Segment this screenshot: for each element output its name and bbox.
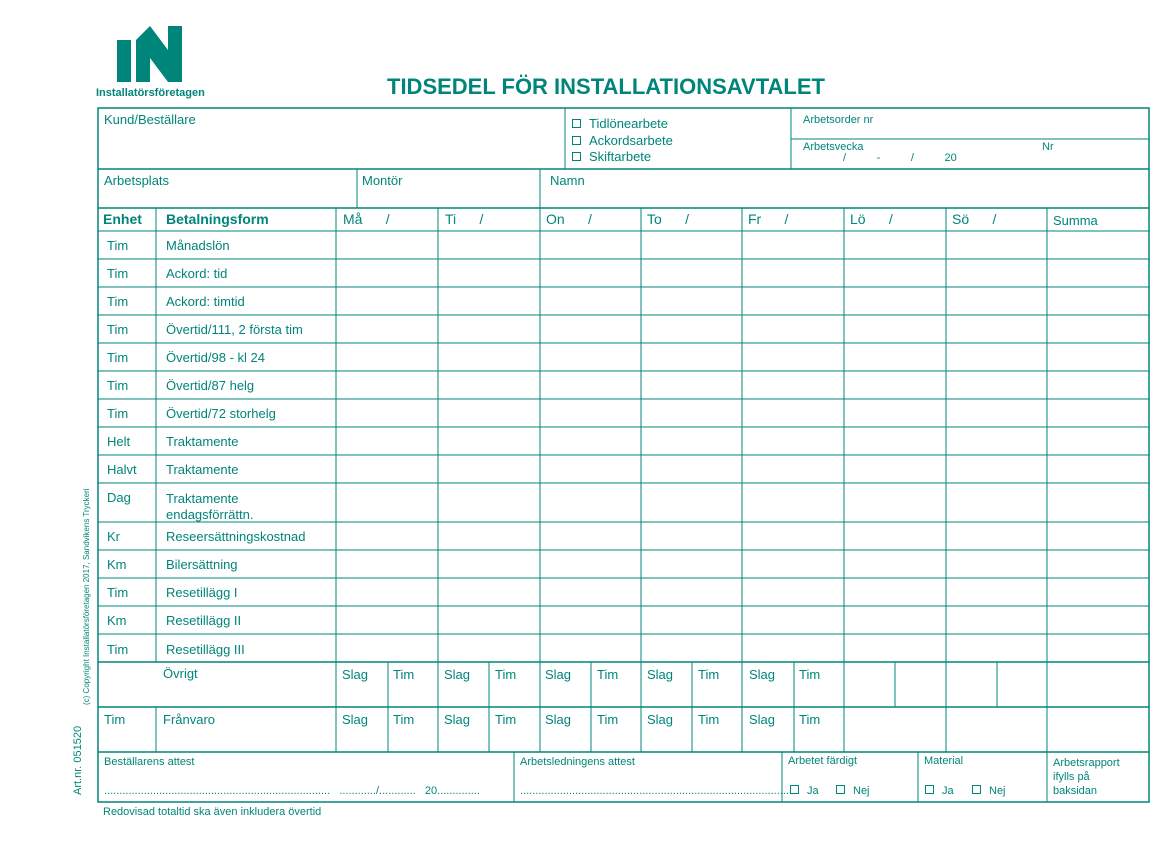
logo-caption: Installatörsföretagen <box>96 87 205 99</box>
row-label: Traktamente <box>166 462 239 477</box>
management-attest-label: Arbetsledningens attest <box>520 756 635 768</box>
row-unit: Helt <box>107 434 131 449</box>
checkbox-icon <box>790 785 799 794</box>
row-unit: Tim <box>107 406 129 421</box>
row-label: Traktamente endagsförrättn. <box>166 491 254 522</box>
tim-label: Tim <box>698 667 720 682</box>
row-label: Övertid/98 - kl 24 <box>166 350 265 365</box>
work-done-label: Arbetet färdigt <box>788 755 858 767</box>
row-label: Reseersättningskostnad <box>166 529 306 544</box>
row-unit: Halvt <box>107 462 137 477</box>
report-note: Arbetsrapport ifylls på baksidan <box>1053 757 1120 797</box>
slag-label: Slag <box>444 667 471 682</box>
day-header-thu: To / <box>647 211 690 227</box>
row-label: Bilersättning <box>166 557 238 572</box>
tim-label: Tim <box>799 667 821 682</box>
work-order-field[interactable] <box>792 126 1148 138</box>
work-type-label: Skiftarbete <box>589 149 652 164</box>
tim-label: Tim <box>393 712 415 727</box>
customer-attest-line[interactable]: .......................................................................... ............/............ 20.............. <box>104 785 480 797</box>
checkbox-icon <box>572 119 581 128</box>
workplace-label: Arbetsplats <box>104 173 170 188</box>
slag-label: Slag <box>749 712 776 727</box>
art-number: Art.nr. 051520 <box>72 725 84 795</box>
customer-field[interactable] <box>99 127 564 168</box>
bottom-note: Redovisad totaltid ska även inkludera övertid <box>103 806 322 818</box>
row-unit: Tim <box>107 238 129 253</box>
row-label: Traktamente <box>166 434 239 449</box>
tim-label: Tim <box>597 712 619 727</box>
slag-label: Slag <box>342 712 369 727</box>
name-label: Namn <box>550 173 585 188</box>
row-label: Månadslön <box>166 238 230 253</box>
row-unit: Tim <box>107 322 129 337</box>
copyright: (c) Copyright Installatörsföretagen 2017, Sandvikens Tryckeri <box>82 488 91 705</box>
row-unit: Dag <box>107 490 131 505</box>
day-header-fri: Fr / <box>748 211 789 227</box>
fitter-label: Montör <box>362 173 403 188</box>
copyright-text <box>82 488 91 705</box>
work-type-label: Tidlönearbete <box>589 116 669 131</box>
material-label: Material <box>924 755 964 767</box>
management-attest-line[interactable]: ......................................................................................... <box>520 785 792 797</box>
customer-attest-label: Beställarens attest <box>104 756 195 768</box>
work-done-yes[interactable] <box>790 785 819 797</box>
row-label: Övertid/72 storhelg <box>166 406 276 421</box>
slag-label: Slag <box>545 667 572 682</box>
row-unit: Km <box>107 557 127 572</box>
checkbox-icon <box>572 136 581 145</box>
work-week-date[interactable]: / - / 20 <box>843 152 957 164</box>
absence-label: Frånvaro <box>163 712 216 727</box>
slag-label: Slag <box>444 712 471 727</box>
yes-label: Ja <box>807 785 819 797</box>
material-no[interactable] <box>972 785 1006 797</box>
tim-label: Tim <box>495 712 517 727</box>
other-label: Övrigt <box>163 666 198 681</box>
row-label: Resetillägg I <box>166 585 238 600</box>
unit-header: Enhet <box>103 211 142 227</box>
row-unit: Tim <box>107 294 129 309</box>
row-unit: Tim <box>107 266 129 281</box>
row-unit: Km <box>107 613 127 628</box>
row-label: Övertid/87 helg <box>166 378 255 393</box>
day-header-mon: Må / <box>343 211 390 227</box>
day-header-sun: Sö / <box>952 211 997 227</box>
yes-label: Ja <box>942 785 954 797</box>
row-label: Resetillägg III <box>166 642 245 657</box>
work-type-tidlon[interactable] <box>572 117 668 130</box>
row-unit: Kr <box>107 529 120 544</box>
art-number-text <box>72 726 84 795</box>
day-header-wed: On / <box>546 211 592 227</box>
slag-label: Slag <box>342 667 369 682</box>
slag-label: Slag <box>545 712 572 727</box>
tim-label: Tim <box>698 712 720 727</box>
row-unit: Tim <box>107 642 129 657</box>
tim-label: Tim <box>495 667 517 682</box>
row-label: Övertid/111, 2 första tim <box>166 322 303 337</box>
slag-label: Slag <box>647 712 674 727</box>
work-type-ackord[interactable] <box>572 134 673 147</box>
checkbox-icon <box>836 785 845 794</box>
day-header-tue: Ti / <box>445 211 484 227</box>
no-label: Nej <box>853 785 870 797</box>
slag-label: Slag <box>749 667 776 682</box>
row-label: Ackord: timtid <box>166 294 245 309</box>
customer-label: Kund/Beställare <box>104 112 196 127</box>
checkbox-icon <box>925 785 934 794</box>
no-label: Nej <box>989 785 1006 797</box>
tim-label: Tim <box>799 712 821 727</box>
checkbox-icon <box>972 785 981 794</box>
tim-label: Tim <box>597 667 619 682</box>
row-unit: Tim <box>107 378 129 393</box>
work-done-no[interactable] <box>836 785 870 797</box>
absence-unit: Tim <box>104 712 126 727</box>
checkbox-icon <box>572 152 581 161</box>
row-label: Resetillägg II <box>166 613 242 628</box>
day-header-sat: Lö / <box>850 211 893 227</box>
slag-label: Slag <box>647 667 674 682</box>
row-unit: Tim <box>107 585 129 600</box>
work-type-skift[interactable] <box>572 150 651 163</box>
work-week-label: Arbetsvecka <box>803 141 864 153</box>
work-type-label: Ackordsarbete <box>589 133 673 148</box>
material-yes[interactable] <box>925 785 954 797</box>
work-order-label: Arbetsorder nr <box>803 114 874 126</box>
tim-label: Tim <box>393 667 415 682</box>
sum-header: Summa <box>1053 213 1098 228</box>
nr-label: Nr <box>1042 141 1054 153</box>
row-unit: Tim <box>107 350 129 365</box>
row-label: Ackord: tid <box>166 266 228 281</box>
payment-header: Betalningsform <box>166 211 269 227</box>
page-title: TIDSEDEL FÖR INSTALLATIONSAVTALET <box>387 74 825 99</box>
